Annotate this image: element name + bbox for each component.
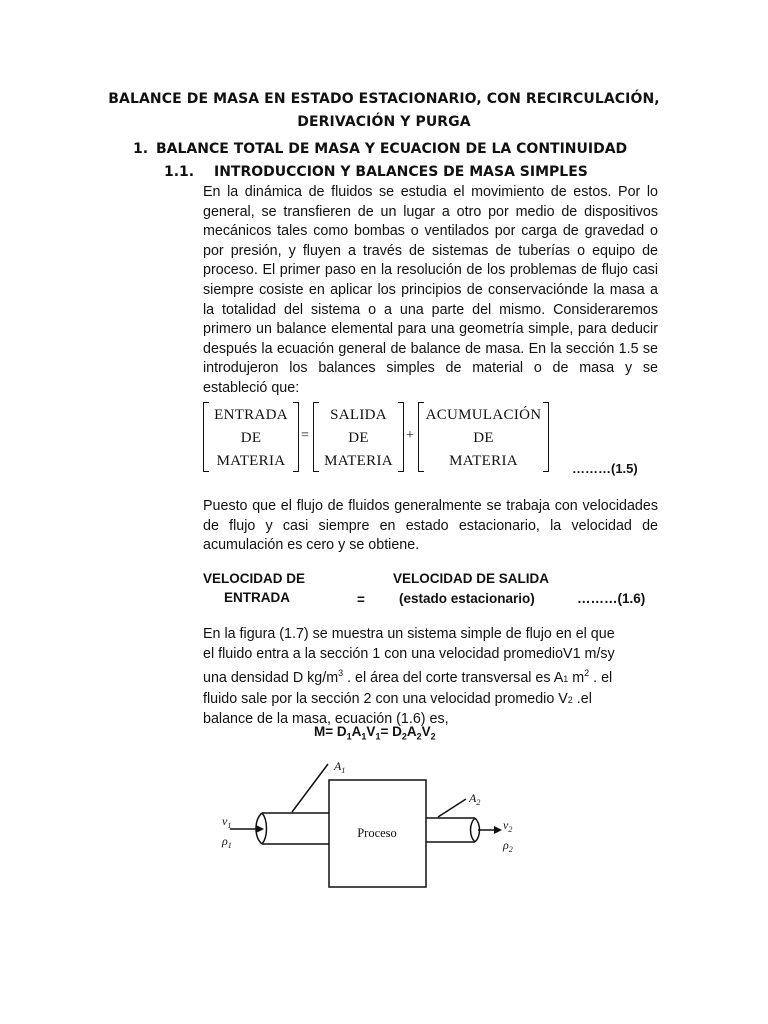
a2-label: $A_2$	[469, 791, 481, 807]
rho1-label: $\rho_1$	[222, 834, 232, 850]
text-line: En la figura (1.7) se muestra un sistema simple de flujo en el que	[203, 626, 615, 642]
matrix-entrada	[203, 402, 299, 472]
a2-leader	[438, 799, 466, 817]
document-title	[100, 88, 668, 134]
matrix-text: DE	[348, 430, 369, 446]
paragraph-intro-last: simples de material o de masa y se estableció que:	[203, 360, 658, 396]
matrix-text: MATERIA	[324, 453, 393, 469]
process-label: Proceso	[357, 826, 397, 840]
v2-label: $v_2$	[503, 818, 513, 834]
matrix-text: MATERIA	[449, 453, 518, 469]
text-line: balance de la masa, ecuación (1.6) es,	[203, 711, 449, 728]
paragraph-steady-last: velocidad de acumulación es cero y se obtiene.	[203, 517, 658, 554]
subsection-title: INTRODUCCION Y BALANCES DE MASA SIMPLES	[214, 164, 588, 180]
text-line: fluido sale por la sección 2 con una velocidad promedio V2 .el	[203, 690, 592, 707]
section-heading-1	[133, 141, 627, 157]
section-number: 1.	[133, 141, 149, 157]
equals-sign: =	[357, 592, 365, 607]
velocity-out-line-2: (estado estacionario)	[399, 591, 535, 606]
title-line-1: BALANCE DE MASA EN ESTADO ESTACIONARIO, CON RECIRCULACIÓN,	[108, 91, 660, 107]
paragraph-steady-state	[203, 497, 658, 556]
paragraph-figure	[203, 625, 658, 730]
mass-balance-formula: $M= D_1A_1V_1= D_2A_2V_2$	[314, 724, 436, 742]
flow-system-diagram	[220, 752, 520, 902]
matrix-text: DE	[240, 430, 262, 446]
velocity-in-line-2: ENTRADA	[224, 590, 290, 605]
velocity-out-line-1: VELOCIDAD DE SALIDA	[393, 571, 550, 586]
text-line: una densidad D $kg/m^3$ . el área del corte transversal es A1 $m^2$ . el	[203, 668, 613, 686]
equation-number-1-5: ………(1.5)	[572, 461, 638, 476]
velocity-in-line-1: VELOCIDAD DE	[203, 571, 306, 586]
matrix-text: ACUMULACIÓN	[425, 407, 542, 423]
v1-label: $v_1$	[222, 814, 232, 830]
matrix-acumulacion	[418, 402, 549, 472]
matrix-text: ENTRADA	[214, 407, 288, 423]
title-line-2: DERIVACIÓN Y PURGA	[297, 114, 471, 130]
equation-number-1-6: ………(1.6)	[577, 591, 646, 606]
plus-sign: +	[406, 428, 415, 443]
section-heading-1-1	[164, 164, 588, 180]
subsection-number: 1.1.	[164, 164, 195, 180]
matrix-text: DE	[473, 430, 494, 446]
text-line: el fluido entra a la sección 1 con una velocidad promedioV1 m/sy	[203, 645, 615, 662]
matrix-text: MATERIA	[216, 453, 286, 469]
inlet-pipe	[256, 813, 329, 844]
outlet-pipe	[426, 818, 480, 842]
paragraph-intro-body: En la dinámica de fluidos se estudia el movimiento de estos. Por lo general, se transfieren de un lugar a otro por medio de dispositivos mecánicos tales como bombas o ventilados por carga de gravedad o por presión, y fluyen a través de sistemas de tuberías o equipo de proceso. El primer paso en la resolución de los problemas de flujo casi siempre cosiste en aplicar los principios de conservaciónde la masa a la totalidad del sistema o a una parte del mismo. Consideraremos primero un balance elemental para una geometría simple, para deducir después la ecuación general de balance de masa. En la sección 1.5 se introdujeron los balances	[203, 184, 658, 377]
section-title: BALANCE TOTAL DE MASA Y ECUACION DE LA CONTINUIDAD	[156, 141, 628, 157]
matrix-salida	[313, 402, 404, 472]
matrix-text: SALIDA	[330, 407, 387, 423]
equals-sign: =	[301, 428, 310, 443]
a1-leader	[292, 764, 328, 812]
a1-label: $A_1$	[334, 759, 346, 775]
rho2-label: $\rho_2$	[503, 838, 513, 854]
paragraph-steady-body: Puesto que el flujo de fluidos generalmente se trabaja con velocidades de flujo y casi siempre en estado estacionario, la	[203, 498, 658, 534]
paragraph-intro	[203, 183, 658, 399]
